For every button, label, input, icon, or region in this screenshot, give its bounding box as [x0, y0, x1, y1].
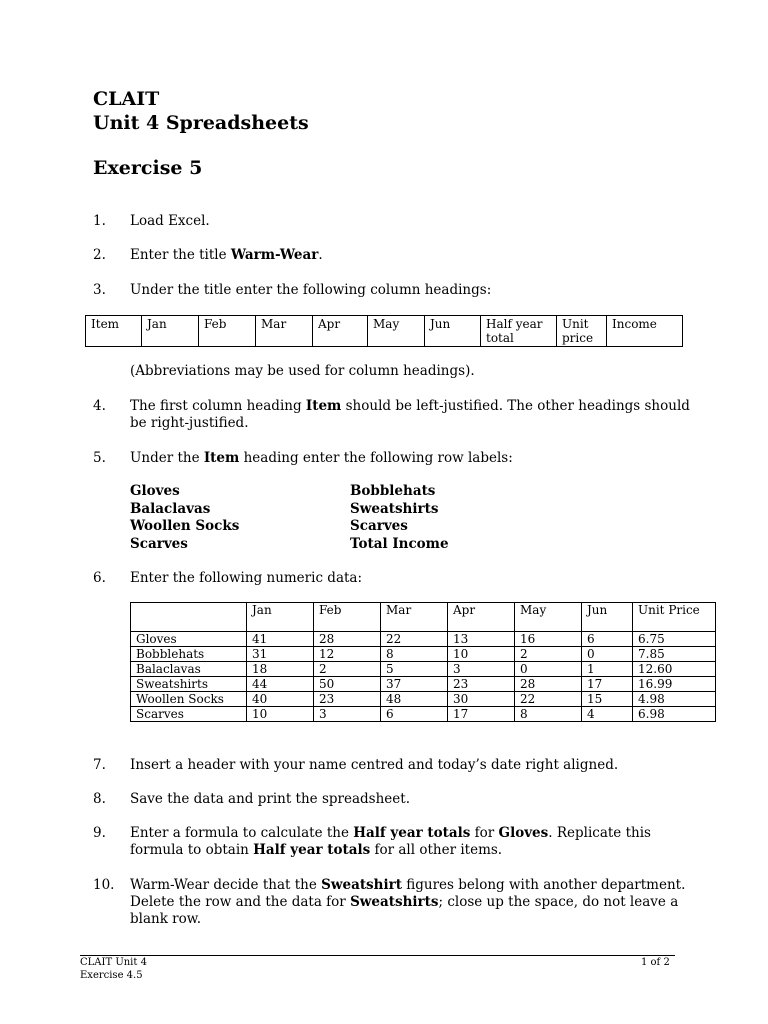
table-cell: 15: [582, 692, 633, 707]
table-cell: 6.75: [633, 632, 716, 647]
step-text: . Replicate this formula to obtain: [130, 825, 651, 858]
row-labels-column-2: [350, 483, 449, 553]
table-header-cell: Feb: [314, 603, 381, 632]
step-text: Insert a header with your name centred and today’s date right aligned.: [130, 757, 619, 773]
table-cell: 23: [314, 692, 381, 707]
step-text: should be left-justified. The other headings should be right-justified.: [130, 398, 690, 431]
step-text: heading enter the following row labels:: [239, 450, 513, 466]
table-row: [131, 677, 716, 692]
table-header-cell: Jan: [247, 603, 314, 632]
table-header-cell: Mar: [381, 603, 448, 632]
numeric-data-table: [130, 602, 716, 722]
table-cell: 31: [247, 647, 314, 662]
table-cell: 16: [515, 632, 582, 647]
table-cell: Half year total: [481, 316, 557, 347]
bold-term: Sweatshirts: [350, 894, 439, 910]
title-name: Warm-Wear: [230, 247, 319, 263]
table-cell: Mar: [256, 316, 313, 347]
step-text: The first column heading: [130, 398, 306, 414]
table-header-cell: May: [515, 603, 582, 632]
step-text: Enter the title: [130, 247, 231, 263]
table-header-cell: Jun: [582, 603, 633, 632]
table-row: [131, 647, 716, 662]
step-number: 6.: [93, 570, 106, 586]
table-cell: 4.98: [633, 692, 716, 707]
abbreviation-note: (Abbreviations may be used for column headings).: [130, 363, 475, 379]
step-number: 1.: [93, 213, 106, 229]
table-cell: 23: [448, 677, 515, 692]
bold-term: Item: [305, 398, 342, 414]
step-text: Enter a formula to calculate the: [130, 825, 354, 841]
table-cell: 37: [381, 677, 448, 692]
footer-unit: CLAIT Unit 4: [80, 957, 147, 968]
table-row: [131, 707, 716, 722]
bold-term: Sweatshirt: [321, 877, 402, 893]
step-text: for all other items.: [370, 842, 503, 858]
table-cell: 41: [247, 632, 314, 647]
row-label-cell: Gloves: [131, 632, 247, 647]
table-cell: 6.98: [633, 707, 716, 722]
table-row: [131, 632, 716, 647]
step-text: Save the data and print the spreadsheet.: [130, 791, 410, 807]
table-cell: Item: [86, 316, 142, 347]
bold-term: Item: [203, 450, 240, 466]
table-header-cell: Unit Price: [633, 603, 716, 632]
row-labels-column-1: [130, 483, 239, 553]
step-number: 4.: [93, 398, 106, 414]
bold-term: Half year totals: [253, 842, 371, 858]
table-cell: 50: [314, 677, 381, 692]
row-label-cell: Woollen Socks: [131, 692, 247, 707]
table-cell: 17: [448, 707, 515, 722]
row-label: Balaclavas: [130, 500, 211, 517]
step-number: 5.: [93, 450, 106, 466]
table-cell: 16.99: [633, 677, 716, 692]
table-cell: 0: [582, 647, 633, 662]
table-row: [86, 316, 683, 347]
table-cell: 5: [381, 662, 448, 677]
table-cell: 3: [448, 662, 515, 677]
step-number: 7.: [93, 757, 106, 773]
table-cell: 48: [381, 692, 448, 707]
table-cell: 13: [448, 632, 515, 647]
row-label: Scarves: [130, 535, 188, 552]
step-text: figures belong with another department. Delete the row and the data for: [130, 877, 686, 910]
table-cell: 28: [314, 632, 381, 647]
table-cell: 22: [515, 692, 582, 707]
table-cell: 8: [381, 647, 448, 662]
step-number: 9.: [93, 825, 106, 841]
table-header-row: [131, 603, 716, 632]
row-label: Gloves: [130, 483, 180, 499]
table-cell: Jun: [425, 316, 481, 347]
step-number: 2.: [93, 247, 106, 263]
table-cell: 12.60: [633, 662, 716, 677]
table-cell: Income: [607, 316, 683, 347]
table-cell: May: [368, 316, 425, 347]
doc-subtitle: Unit 4 Spreadsheets: [93, 112, 309, 134]
step-text: Under the title enter the following column headings:: [130, 282, 492, 298]
row-label-cell: Bobblehats: [131, 647, 247, 662]
table-cell: 7.85: [633, 647, 716, 662]
table-cell: 28: [515, 677, 582, 692]
step-text: for: [470, 825, 499, 841]
step-text: .: [318, 247, 323, 263]
footer-divider: [80, 955, 675, 956]
table-cell: 10: [448, 647, 515, 662]
row-label: Sweatshirts: [350, 500, 439, 517]
table-cell: Feb: [199, 316, 256, 347]
table-cell: 44: [247, 677, 314, 692]
table-cell: 4: [582, 707, 633, 722]
step-text: Under the: [130, 450, 204, 466]
step-text: Enter the following numeric data:: [130, 570, 363, 586]
table-cell: 22: [381, 632, 448, 647]
table-cell: 6: [381, 707, 448, 722]
column-headings-table: [85, 315, 683, 347]
bold-term: Gloves: [498, 825, 549, 841]
row-label-cell: Balaclavas: [131, 662, 247, 677]
row-label: Scarves: [350, 518, 408, 534]
footer-page-number: 1 of 2: [641, 957, 670, 968]
footer-exercise: Exercise 4.5: [80, 970, 143, 981]
table-cell: 0: [515, 662, 582, 677]
table-cell: 30: [448, 692, 515, 707]
table-cell: Jan: [142, 316, 199, 347]
row-label: Woollen Socks: [130, 518, 240, 534]
table-cell: 3: [314, 707, 381, 722]
table-cell: 10: [247, 707, 314, 722]
table-cell: Unit price: [557, 316, 607, 347]
doc-title: CLAIT: [93, 88, 160, 110]
step-text: Warm-Wear decide that the: [130, 877, 322, 893]
table-cell: Apr: [313, 316, 368, 347]
table-cell: 1: [582, 662, 633, 677]
table-cell: 8: [515, 707, 582, 722]
exercise-title: Exercise 5: [93, 157, 203, 179]
table-cell: 2: [515, 647, 582, 662]
table-header-cell: Apr: [448, 603, 515, 632]
row-label-cell: Scarves: [131, 707, 247, 722]
row-label: Total Income: [350, 535, 449, 552]
table-cell: 6: [582, 632, 633, 647]
step-text: ; close up the space, do not leave a blank row.: [130, 894, 679, 927]
bold-term: Half year totals: [353, 825, 471, 841]
table-cell: 18: [247, 662, 314, 677]
table-cell: 12: [314, 647, 381, 662]
table-row: [131, 692, 716, 707]
step-number: 8.: [93, 791, 106, 807]
table-cell: 17: [582, 677, 633, 692]
row-label: Bobblehats: [350, 483, 436, 499]
step-number: 3.: [93, 282, 106, 298]
table-cell: 40: [247, 692, 314, 707]
table-cell: 2: [314, 662, 381, 677]
row-label-cell: Sweatshirts: [131, 677, 247, 692]
step-number: 10.: [93, 877, 115, 893]
table-row: [131, 662, 716, 677]
step-text: Load Excel.: [130, 213, 210, 229]
table-header-cell: [131, 603, 247, 632]
